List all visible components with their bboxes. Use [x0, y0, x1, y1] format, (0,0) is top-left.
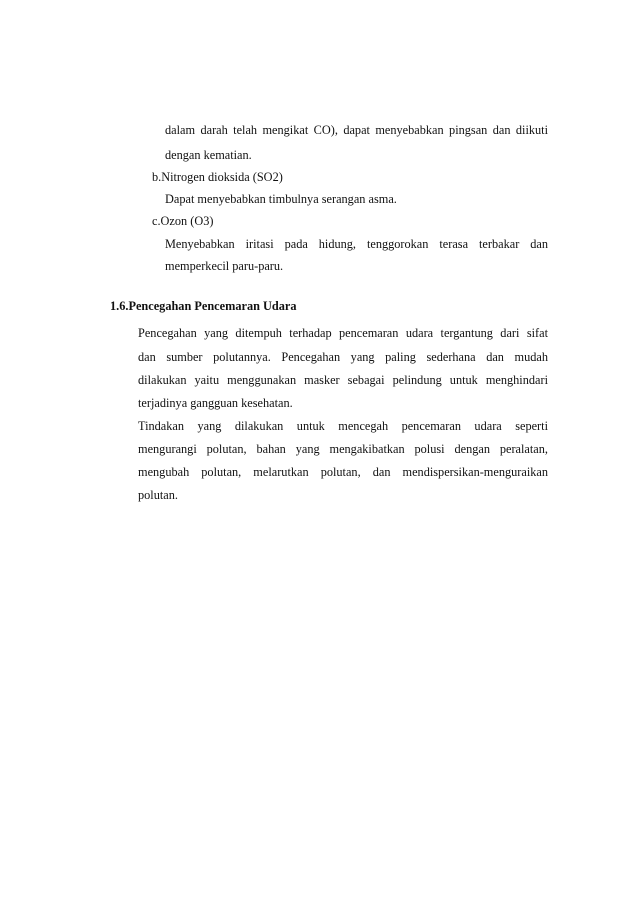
paragraph-line: terjadinya gangguan kesehatan.	[138, 396, 293, 410]
body-text-line: dengan kematian.	[165, 148, 252, 162]
list-item-label: c.Ozon (O3)	[152, 214, 214, 228]
paragraph-line: polutan.	[138, 488, 178, 502]
list-item-label: b.Nitrogen dioksida (SO2)	[152, 170, 283, 184]
section-heading: 1.6.Pencegahan Pencemaran Udara	[110, 299, 297, 313]
list-item-description: memperkecil paru-paru.	[165, 259, 284, 273]
list-item-description: Menyebabkan iritasi pada hidung, tenggorokan terasa terbakar dan	[165, 237, 548, 251]
paragraph-line: Tindakan yang dilakukan untuk mencegah pencemaran udara seperti	[138, 419, 548, 433]
paragraph-line: dan sumber polutannya. Pencegahan yang paling sederhana dan mudah	[138, 350, 548, 364]
paragraph-line: Pencegahan yang ditempuh terhadap pencemaran udara tergantung dari sifat	[138, 326, 548, 340]
paragraph-line: mengurangi polutan, bahan yang mengakibatkan polusi dengan peralatan,	[138, 442, 548, 456]
list-item-description: Dapat menyebabkan timbulnya serangan asma.	[165, 192, 397, 206]
paragraph-line: mengubah polutan, melarutkan polutan, dan mendispersikan-menguraikan	[138, 465, 548, 479]
paragraph-line: dilakukan yaitu menggunakan masker sebagai pelindung untuk menghindari	[138, 373, 548, 387]
body-text-line: dalam darah telah mengikat CO), dapat menyebabkan pingsan dan diikuti	[165, 123, 548, 137]
